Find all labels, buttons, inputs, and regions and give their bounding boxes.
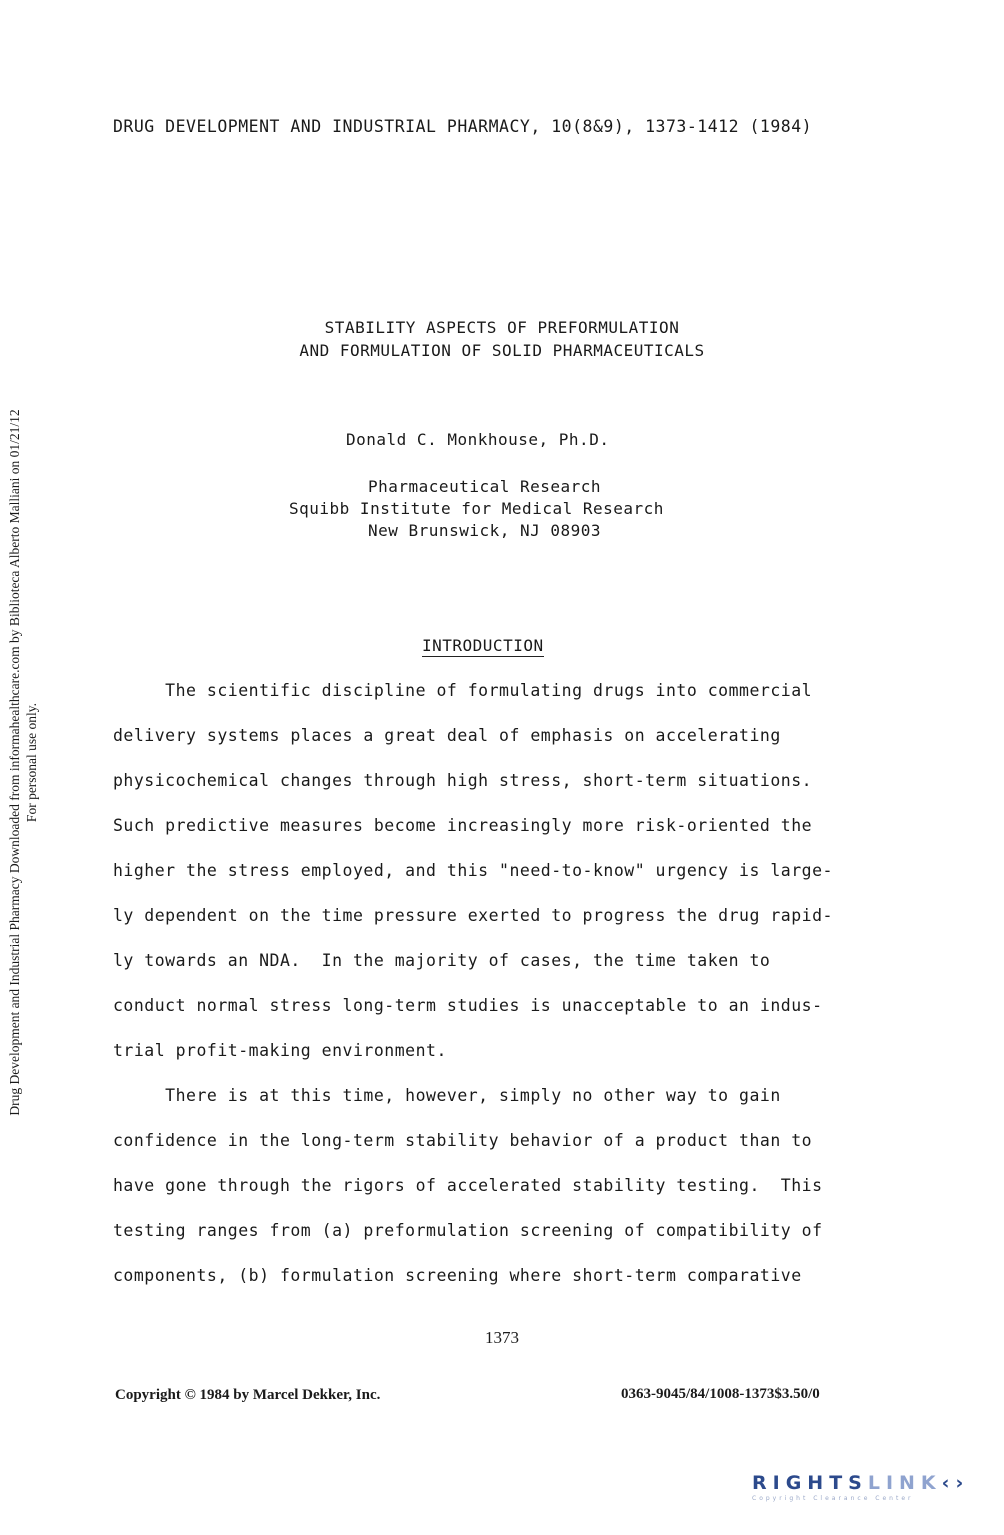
download-watermark-line-1: Drug Development and Industrial Pharmacy Downloaded from informahealthcare.com by Biblioteca Alberto Malliani on 01/21/12 — [7, 409, 22, 1116]
body-line: delivery systems places a great deal of emphasis on accelerating — [113, 726, 781, 745]
body-line: higher the stress employed, and this "need-to-know" urgency is large- — [113, 861, 833, 880]
download-watermark-line-2: For personal use only. — [24, 702, 39, 823]
rightslink-logo-tagline: Copyright Clearance Center — [752, 1495, 914, 1502]
author-name: Donald C. Monkhouse, Ph.D. — [346, 430, 610, 449]
body-line: confidence in the long-term stability behavior of a product than to — [113, 1131, 813, 1150]
body-line: ly towards an NDA. In the majority of cases, the time taken to — [113, 951, 771, 970]
download-watermark — [6, 325, 40, 1200]
body-line: have gone through the rigors of accelerated stability testing. This — [113, 1176, 823, 1195]
document-code: 0363-9045/84/1008-1373$3.50/0 — [621, 1386, 820, 1402]
rightslink-logo-word: RIGHTSLINK‹› — [752, 1472, 970, 1494]
body-line: The scientific discipline of formulating drugs into commercial — [113, 681, 813, 700]
journal-header: DRUG DEVELOPMENT AND INDUSTRIAL PHARMACY, 10(8&9), 1373-1412 (1984) — [113, 117, 813, 136]
affiliation-line: New Brunswick, NJ 08903 — [368, 521, 602, 540]
body-line: Such predictive measures become increasingly more risk-oriented the — [113, 816, 813, 835]
copyright-notice: Copyright © 1984 by Marcel Dekker, Inc. — [115, 1387, 381, 1403]
body-line: trial profit-making environment. — [113, 1041, 447, 1060]
body-line: conduct normal stress long-term studies is unacceptable to an indus- — [113, 996, 823, 1015]
affiliation-line: Squibb Institute for Medical Research — [289, 499, 664, 518]
paper-title-line-1: STABILITY ASPECTS OF PREFORMULATION — [324, 318, 680, 337]
affiliation-line: Pharmaceutical Research — [368, 477, 602, 496]
body-line: testing ranges from (a) preformulation screening of compatibility of — [113, 1221, 823, 1240]
page-number: 1373 — [485, 1328, 519, 1347]
body-line: components, (b) formulation screening where short-term comparative — [113, 1266, 802, 1285]
body-line: physicochemical changes through high stress, short-term situations. — [113, 771, 813, 790]
section-heading: INTRODUCTION — [422, 636, 544, 655]
rightslink-logo[interactable] — [752, 1472, 984, 1510]
body-line: ly dependent on the time pressure exerted to progress the drug rapid- — [113, 906, 833, 925]
body-line: There is at this time, however, simply no other way to gain — [113, 1086, 781, 1105]
paper-title-line-2: AND FORMULATION OF SOLID PHARMACEUTICALS — [299, 341, 705, 360]
